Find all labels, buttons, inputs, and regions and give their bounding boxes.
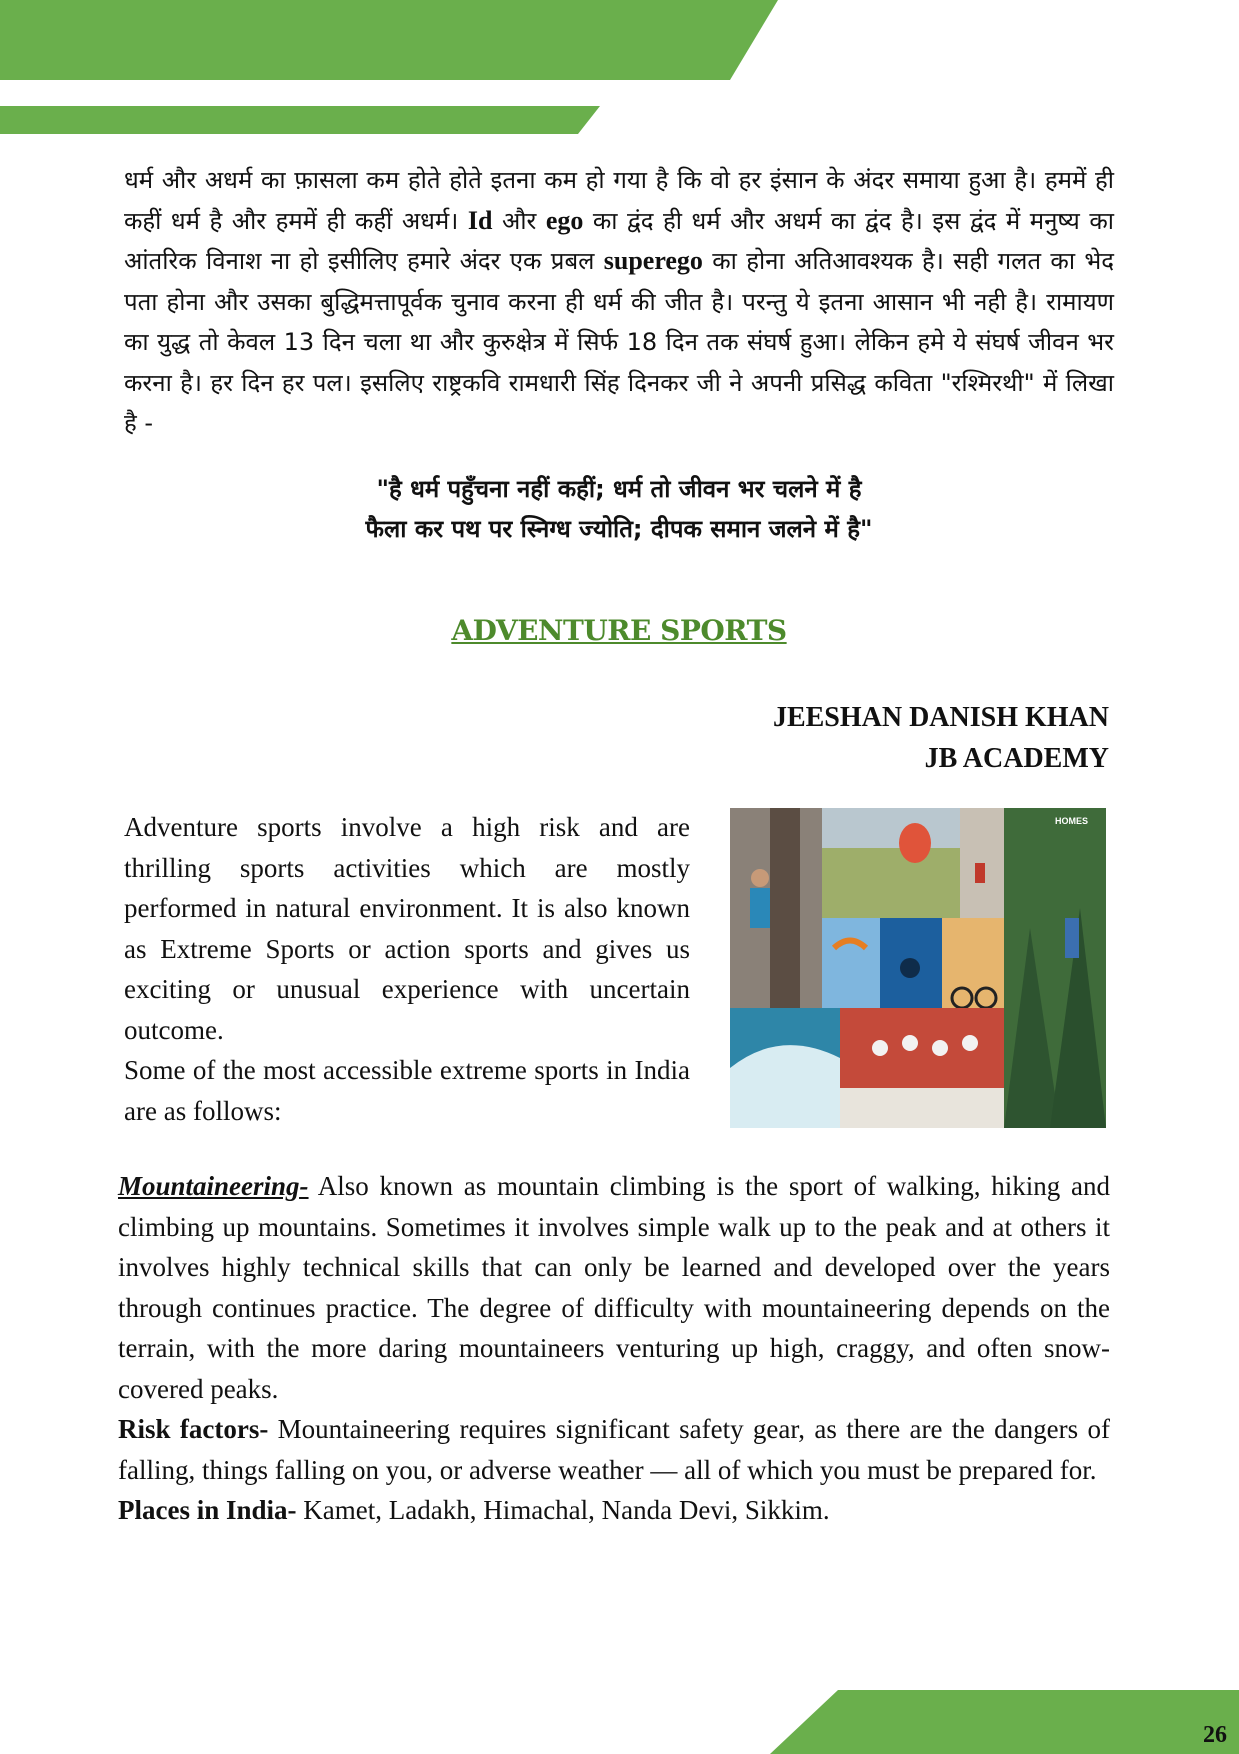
ego-term: ego [545, 205, 584, 235]
header-banner-bottom [0, 106, 600, 134]
places-heading: Places in India- [118, 1495, 297, 1525]
intro-paragraph-2: Some of the most accessible extreme sports in India are as follows: [124, 1055, 690, 1126]
intro-text [124, 807, 690, 1131]
id-term: Id [467, 205, 493, 235]
quote-line-2: फैला कर पथ पर स्निग्ध ज्योति; दीपक समान जलने में है" [365, 515, 873, 543]
page-number: 26 [1203, 1722, 1227, 1748]
mountaineering-heading: Mountaineering- [118, 1171, 309, 1201]
sports-details [118, 1166, 1110, 1531]
collage-logo: HOMES [1055, 816, 1089, 826]
adventure-sports-collage [730, 808, 1106, 1128]
author-name: JEESHAN DANISH KHAN [772, 702, 1109, 733]
quote-line-1: "है धर्म पहुँचना नहीं कहीं; धर्म तो जीवन भर चलने में है [376, 475, 862, 503]
mountaineering-paragraph: Mountaineering- Also known as mountain climbing is the sport of walking, hiking and climbing up mountains. Sometimes it involves simple walk up to the peak and at others it involves highly technical skills that can only be learned and developed over the years through continues practice. The degree of difficulty with mountaineering depends on the terrain, with the more daring mountaineers venturing up high, craggy, and often snow-covered peaks. [118, 1171, 1110, 1404]
risk-factors-heading: Risk factors- [118, 1414, 269, 1444]
poem-quote [124, 469, 1114, 549]
author-block [773, 697, 1109, 779]
risk-factors-paragraph: Risk factors- Mountaineering requires significant safety gear, as there are the dangers of falling, things falling on you, or adverse weather — all of which you must be prepared for. [118, 1414, 1110, 1485]
collage-illustration [730, 808, 1106, 1128]
header-banner-top [0, 0, 778, 80]
hindi-paragraph: धर्म और अधर्म का फ़ासला कम होते होते इतना कम हो गया है कि वो हर इंसान के अंदर समाया हुआ है। हममें ही कहीं धर्म है और हममें ही कहीं अधर्म। Id और ego का द्वंद ही धर्म और अधर्म का द्वंद है। इस द्वंद में मनुष्य का आंतरिक विनाश ना हो इसीलिए हमारे अंदर एक प्रबल superego का होना अतिआवश्यक है। सही गलत का भेद पता होना और उसका बुद्धिमत्तापूर्वक चुनाव करना ही धर्म की जीत है। परन्तु ये इतना आसान भी नही है। रामायण का युद्ध तो केवल 13 दिन चला था और कुरुक्षेत्र में सिर्फ 18 दिन तक संघर्ष हुआ। लेकिन हमे ये संघर्ष जीवन भर करना है। हर दिन हर पल। इसलिए राष्ट्रकवि रामधारी सिंह दिनकर जी ने अपनी प्रसिद्ध कविता "रश्मिरथी" में लिखा है - [124, 166, 1114, 437]
superego-term: superego [603, 246, 703, 275]
author-school: JB ACADEMY [924, 743, 1109, 774]
intro-paragraph-1: Adventure sports involve a high risk and are thrilling sports activities which are mostly performed in natural environment. It is also known as Extreme Sports or action sports and gives us exciting or unusual experience with uncertain outcome. [124, 812, 690, 1045]
header-banner [0, 0, 780, 135]
places-paragraph: Places in India- Kamet, Ladakh, Himachal, Nanda Devi, Sikkim. [118, 1495, 830, 1525]
footer-banner [770, 1690, 1239, 1754]
section-title: ADVENTURE SPORTS [451, 614, 787, 647]
